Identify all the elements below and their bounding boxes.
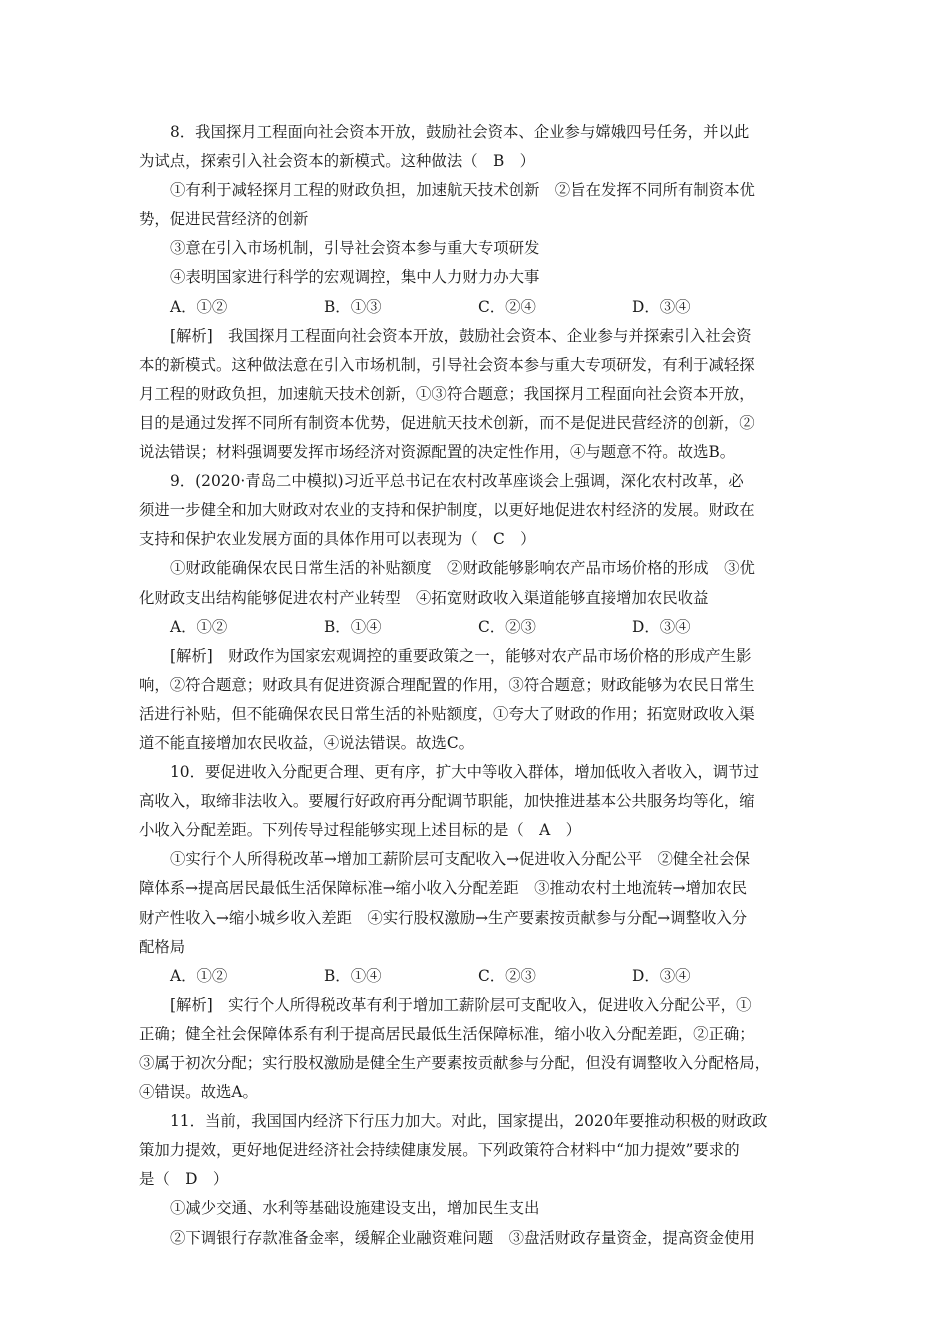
option-b: B．①③ xyxy=(324,297,382,316)
choice-item: ②下调银行存款准备金率，缓解企业融资难问题 ③盘活财政存量资金，提高资金使用 xyxy=(170,1228,755,1247)
question-stem xyxy=(139,467,815,554)
question-stem xyxy=(139,758,815,845)
analysis xyxy=(139,642,815,758)
option-d: D．③④ xyxy=(632,966,691,985)
item-line: 障体系→提高居民最低生活保障标准→缩小收入分配差距 ③推动农村土地流转→增加农民 xyxy=(139,879,748,898)
analysis-line: [解析] 财政作为国家宏观调控的重要政策之一，能够对农产品市场价格的形成产生影 xyxy=(170,646,752,665)
option-c: C．②④ xyxy=(478,297,536,316)
choice-item: ③意在引入市场机制，引导社会资本参与重大专项研发 xyxy=(170,239,540,258)
question-10 xyxy=(139,758,815,1107)
stem-line: 是（ D ） xyxy=(139,1170,229,1189)
answer-options xyxy=(139,613,815,642)
stem-line: 小收入分配差距。下列传导过程能够实现上述目标的是（ A ） xyxy=(139,821,582,840)
analysis-line: 道不能直接增加农民收益，④说法错误。故选C。 xyxy=(139,733,474,752)
option-a: A．①② xyxy=(170,297,228,316)
choice-items xyxy=(139,554,815,612)
stem-line: 高收入，取缔非法收入。要履行好政府再分配调节职能，加快推进基本公共服务均等化，缩 xyxy=(139,792,755,811)
analysis-line: ④错误。故选A。 xyxy=(139,1083,258,1102)
question-8 xyxy=(139,118,815,467)
stem-line: 策加力提效，更好地促进经济社会持续健康发展。下列政策符合材料中“加力提效”要求的 xyxy=(139,1141,740,1160)
question-stem xyxy=(139,118,815,176)
question-stem xyxy=(139,1107,815,1194)
item-line: ①有利于减轻探月工程的财政负担，加速航天技术创新 ②旨在发挥不同所有制资本优 xyxy=(170,181,755,200)
question-9 xyxy=(139,467,815,758)
stem-line: 须进一步健全和加大财政对农业的支持和保护制度，以更好地促进农村经济的发展。财政在 xyxy=(139,501,755,520)
option-d: D．③④ xyxy=(632,617,691,636)
analysis-line: 目的是通过发挥不同所有制资本优势，促进航天技术创新，而不是促进民营经济的创新，② xyxy=(139,413,755,432)
stem-line: 9．(2020·青岛二中模拟)习近平总书记在农村改革座谈会上强调，深化农村改革，必 xyxy=(170,472,744,491)
analysis-line: 活进行补贴，但不能确保农民日常生活的补贴额度，①夸大了财政的作用；拓宽财政收入渠 xyxy=(139,704,755,723)
option-a: A．①② xyxy=(170,966,228,985)
choice-items xyxy=(139,176,815,234)
answer-options xyxy=(139,293,815,322)
analysis-line: 本的新模式。这种做法意在引入市场机制，引导社会资本参与重大专项研发，有利于减轻探 xyxy=(139,355,755,374)
analysis-line: 说法错误；材料强调要发挥市场经济对资源配置的决定性作用，④与题意不符。故选B。 xyxy=(139,443,736,462)
stem-line: 10．要促进收入分配更合理、更有序，扩大中等收入群体，增加低收入者收入，调节过 xyxy=(170,763,760,782)
question-11 xyxy=(139,1107,815,1252)
option-b: B．①④ xyxy=(324,966,382,985)
stem-line: 8．我国探月工程面向社会资本开放，鼓励社会资本、企业参与嫦娥四号任务，并以此 xyxy=(170,123,750,141)
answer-options xyxy=(139,962,815,991)
item-line: 配格局 xyxy=(139,937,186,956)
choice-item: ④表明国家进行科学的宏观调控，集中人力财力办大事 xyxy=(170,268,540,287)
analysis-line: [解析] 我国探月工程面向社会资本开放，鼓励社会资本、企业参与并探索引入社会资 xyxy=(170,326,752,345)
analysis-line: 响，②符合题意；财政具有促进资源合理配置的作用，③符合题意；财政能够为农民日常生 xyxy=(139,675,755,694)
analysis-line: [解析] 实行个人所得税改革有利于增加工薪阶层可支配收入，促进收入分配公平，① xyxy=(170,995,752,1014)
option-d: D．③④ xyxy=(632,297,691,316)
option-a: A．①② xyxy=(170,617,228,636)
option-b: B．①④ xyxy=(324,617,382,636)
choice-items xyxy=(139,845,815,961)
item-line: 势，促进民营经济的创新 xyxy=(139,210,309,229)
analysis-line: ③属于初次分配；实行股权激励是健全生产要素按贡献参与分配，但没有调整收入分配格局， xyxy=(139,1054,771,1072)
analysis-line: 正确；健全社会保障体系有利于提高居民最低生活保障标准，缩小收入分配差距，②正确； xyxy=(139,1024,755,1043)
document-page xyxy=(139,118,815,1253)
item-line: ①财政能确保农民日常生活的补贴额度 ②财政能够影响农产品市场价格的形成 ③优 xyxy=(170,559,755,578)
option-c: C．②③ xyxy=(478,617,536,636)
item-line: ①实行个人所得税改革→增加工薪阶层可支配收入→促进收入分配公平 ②健全社会保 xyxy=(170,850,750,869)
stem-line: 支持和保护农业发展方面的具体作用可以表现为（ C ） xyxy=(139,530,536,549)
analysis-line: 月工程的财政负担，加速航天技术创新，①③符合题意；我国探月工程面向社会资本开放， xyxy=(139,384,755,403)
item-line: 化财政支出结构能够促进农村产业转型 ④拓宽财政收入渠道能够直接增加农民收益 xyxy=(139,588,709,607)
analysis xyxy=(139,322,815,467)
stem-line: 为试点，探索引入社会资本的新模式。这种做法（ B ） xyxy=(139,152,536,171)
option-c: C．②③ xyxy=(478,966,536,985)
analysis xyxy=(139,991,815,1107)
stem-line: 11．当前，我国国内经济下行压力加大。对此，国家提出，2020年要推动积极的财政政 xyxy=(170,1112,768,1131)
item-line: 财产性收入→缩小城乡收入差距 ④实行股权激励→生产要素按贡献参与分配→调整收入分 xyxy=(139,908,748,927)
choice-item: ①减少交通、水利等基础设施建设支出，增加民生支出 xyxy=(170,1199,540,1218)
